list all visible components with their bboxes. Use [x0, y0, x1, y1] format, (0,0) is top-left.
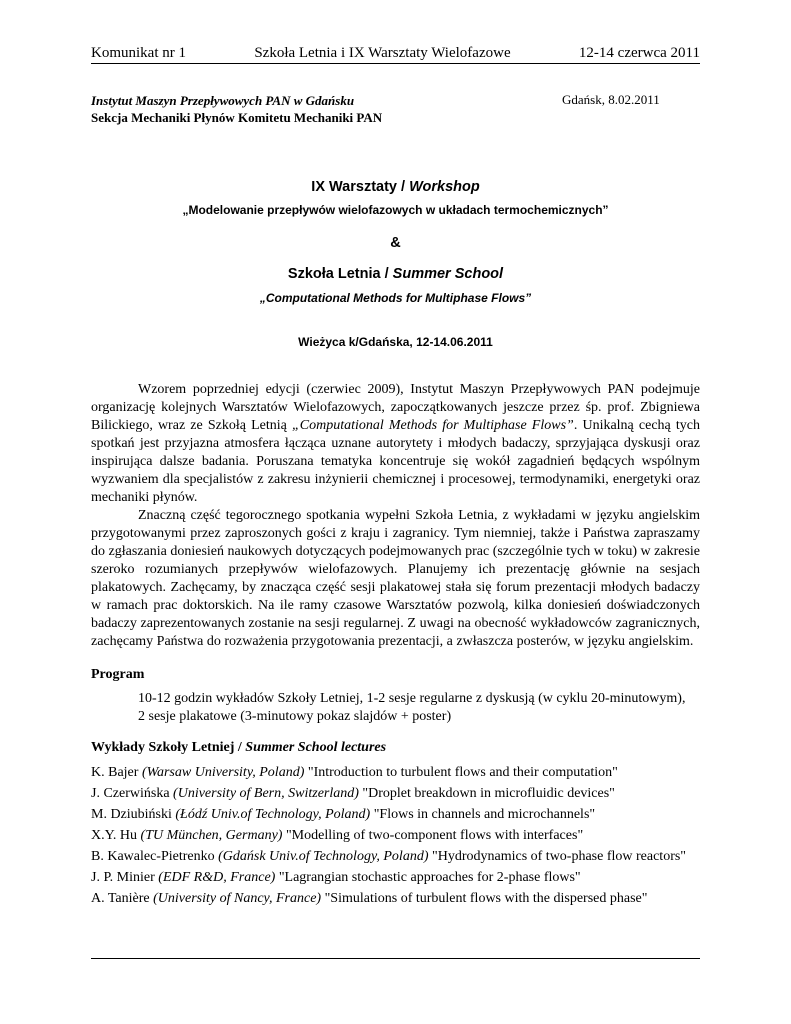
lecture-item — [91, 762, 686, 783]
header-left: Komunikat nr 1 — [91, 45, 186, 61]
lecturer-affiliation: (TU München, Germany) — [140, 828, 283, 843]
workshop-title-en: Workshop — [409, 179, 480, 195]
footer-divider — [91, 958, 700, 959]
lecturer-name: J. Czerwińska — [91, 786, 174, 801]
program-line1: 10-12 godzin wykładów Szkoły Letniej, 1-2 sesje regularne z dyskusją (w cyklu 20-minutowym), — [138, 691, 686, 706]
program-line2: 2 sesje plakatowe (3-minutowy pokaz slajdów + poster) — [138, 709, 452, 724]
lecturer-name: J. P. Minier — [91, 870, 159, 885]
lecture-item — [91, 825, 686, 846]
lecturer-affiliation: (University of Bern, Switzerland) — [173, 786, 359, 801]
ampersand: & — [390, 235, 401, 251]
document-date: Gdańsk, 8.02.2011 — [562, 92, 660, 107]
intro-paragraph-2: Znaczną część tegorocznego spotkania wypełni Szkoła Letnia, z wykładami w języku angielskim przygotowanymi przez zaproszonych gości z kraju i zagranicy. Tym niemniej, także i Państwa zapraszamy do zgłaszania doniesień naukowych dotyczących podejmowanych prac (szczególnie tych w toku) w zakresie szeroko rozumianych przepływów wielofazowych. Planujemy ich prezentację głównie na sesjach plakatowych. Zachęcamy, by znacząca część sesji plakatowej stała się forum prezentacji młodych badaczy w ramach prac doktorskich. Na ile ramy czasowe Warsztatów pozwolą, kilka doniesień doświadczonych badaczy zaprezentowanych zostanie na sesji regularnej. Z uwagi na obecność wykładowców zagranicznych, zachęcamy Państwa do rozważenia przygotowania prezentacji, a zwłaszcza posterów, w języku angielskim. — [91, 508, 700, 649]
header-right: 12-14 czerwca 2011 — [578, 45, 700, 61]
lecturer-affiliation: (Warsaw University, Poland) — [141, 765, 305, 780]
lecture-item — [91, 804, 686, 825]
lecturer-affiliation: (Gdańsk Univ.of Technology, Poland) — [218, 849, 429, 864]
workshop-title-pl: IX Warsztaty / — [311, 179, 410, 195]
place-date: Wieżyca k/Gdańska, 12-14.06.2011 — [298, 335, 493, 349]
lecture-item — [91, 888, 686, 909]
para1-text-c: . Unikalną cechą tych spotkań jest przyjazna atmosfera łącząca uznane autorytety i młodych badaczy, sprzyjająca dyskusji oraz inspirująca dalsze badania. Poruszana tematyka koncentruje się wokół zagadnień będących wspólnym wyzwaniem dla specjalistów z zakresu inżynierii chemicznej i procesowej, termodynamiki, energetyki oraz mechaniki płynów. — [91, 418, 700, 505]
lecturer-name: K. Bajer — [91, 765, 142, 780]
lecture-list — [91, 762, 686, 909]
para1-text-a: Wzorem poprzedniej edycji (czerwiec 2009), Instytut Maszyn Przepływowych PAN podejmuje organizację kolejnych Warsztatów Wielofazowych, zapoczątkowanych jeszcze przez śp. prof. Zbigniewa Bilickiego, wraz ze Szkołą Letnią — [91, 382, 700, 433]
lecture-title: "Introduction to turbulent flows and their computation" — [304, 765, 618, 780]
lecturer-affiliation: (EDF R&D, France) — [158, 870, 276, 885]
header-center: Szkoła Letnia i IX Warsztaty Wielofazowe — [254, 45, 511, 61]
school-title-pl: Szkoła Letnia / — [287, 266, 393, 282]
lecturer-name: X.Y. Hu — [91, 828, 141, 843]
lectures-heading-pl: Wykłady Szkoły Letniej / — [91, 740, 246, 755]
school-title-en: Summer School — [392, 266, 504, 282]
lecture-title: "Droplet breakdown in microfluidic devices" — [358, 786, 615, 801]
lectures-heading — [91, 740, 386, 756]
institution-line1: Instytut Maszyn Przepływowych PAN w Gdańsku — [91, 93, 355, 108]
lecturer-name: A. Tanière — [91, 891, 154, 906]
lecture-title: "Flows in channels and microchannels" — [370, 807, 596, 822]
program-text — [138, 690, 708, 726]
lecturer-name: M. Dziubiński — [91, 807, 176, 822]
institution-block — [91, 92, 382, 126]
school-title — [91, 266, 700, 282]
lecture-item — [91, 783, 686, 804]
lectures-heading-en: Summer School lectures — [245, 740, 387, 755]
workshop-title — [91, 179, 700, 195]
lecture-item — [91, 846, 686, 867]
intro-paragraph-1 — [91, 381, 700, 651]
page-header — [91, 45, 700, 62]
lecture-item — [91, 867, 686, 888]
lecture-title: "Lagrangian stochastic approaches for 2-phase flows" — [275, 870, 581, 885]
lecturer-affiliation: (University of Nancy, France) — [153, 891, 322, 906]
school-topic: „Computational Methods for Multiphase Flows” — [259, 291, 532, 305]
lecturer-name: B. Kawalec-Pietrenko — [91, 849, 219, 864]
lecture-title: "Hydrodynamics of two-phase flow reactors" — [428, 849, 687, 864]
lecture-title: "Modelling of two-component flows with interfaces" — [282, 828, 584, 843]
workshop-topic: „Modelowanie przepływów wielofazowych w układach termochemicznych” — [182, 203, 609, 217]
institution-line2: Sekcja Mechaniki Płynów Komitetu Mechaniki PAN — [91, 110, 383, 125]
header-divider — [91, 63, 700, 64]
program-heading: Program — [91, 667, 145, 682]
lecture-title: "Simulations of turbulent flows with the dispersed phase" — [321, 891, 648, 906]
para1-italic-title: „Computational Methods for Multiphase Flows” — [291, 418, 574, 433]
lecturer-affiliation: (Łódź Univ.of Technology, Poland) — [175, 807, 371, 822]
